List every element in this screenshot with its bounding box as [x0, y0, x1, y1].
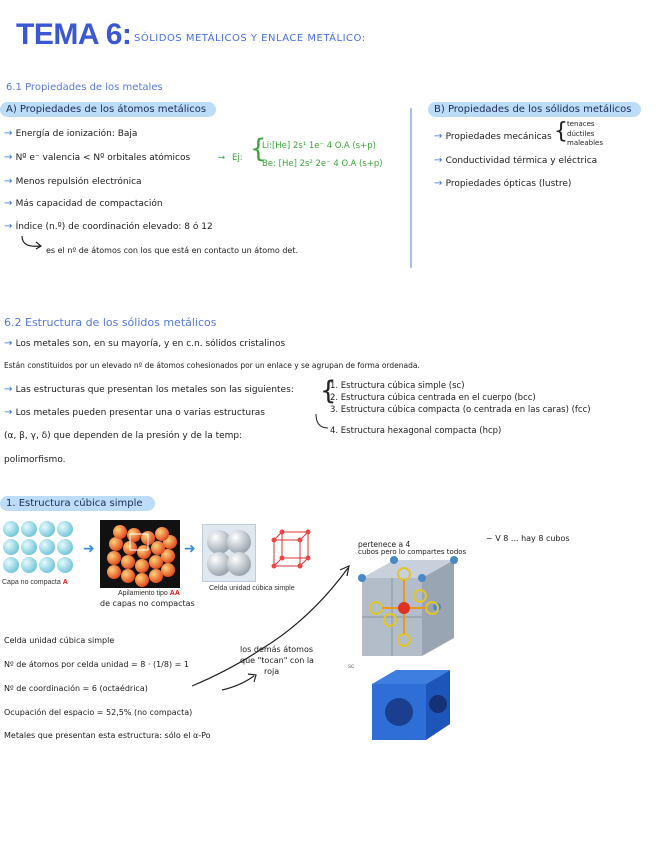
non-compact-layer-image [2, 520, 74, 576]
text-line: (α, β, γ, δ) que dependen de la presión y de la temp: [4, 431, 243, 441]
structure-item: 2. Estructura cúbica centrada en el cuerpo (bcc) [330, 393, 536, 403]
arrow-icon: → [4, 152, 16, 163]
text-line: Metales que presentan esta estructura: sólo el α-Po [4, 731, 211, 740]
arrow-icon: → [4, 221, 16, 232]
list-item: → Conductividad térmica y eléctrica [434, 155, 598, 166]
text-line: Están constituidos por un elevado nº de átomos cohesionados por un enlace y se agrupan de forma ordenada. [4, 361, 420, 370]
arrow-icon: → [4, 338, 16, 349]
structure-item: 3. Estructura cúbica compacta (o centrada en las caras) (fcc) [330, 405, 591, 415]
list-item: → Nº e⁻ valencia < Nº orbitales atómicos [4, 152, 191, 163]
brace-icon: { [554, 119, 568, 144]
curved-arrow-icon [18, 234, 48, 254]
note-shared-1: pertenece a 4 [358, 540, 411, 549]
arrow-icon: → [218, 153, 226, 163]
note-touch-3: roja [264, 667, 280, 676]
brace-icon: { [250, 134, 267, 164]
properties-atoms-title: A) Propiedades de los átomos metálicos [0, 102, 216, 117]
arrow-icon: → [4, 128, 16, 139]
brace-icon: { [320, 376, 337, 406]
list-item: → Energía de ionización: Baja [4, 128, 138, 139]
section-2-heading: 6.2 Estructura de los sólidos metálicos [4, 316, 217, 329]
text-line: polimorfismo. [4, 455, 66, 465]
caption-stacking-2: de capas no compactas [100, 599, 195, 608]
text-line: Nº de átomos por celda unidad = 8 · (1/8) = 1 [4, 660, 189, 669]
mech-ductiles: dúctiles [567, 130, 595, 138]
arrow-icon: → [4, 384, 16, 395]
structure-item: 4. Estructura hexagonal compacta (hcp) [330, 426, 502, 436]
caption-cell: Celda unidad cúbica simple [209, 585, 295, 592]
arrow-icon: → [4, 407, 16, 418]
arrow-icon: → [4, 198, 16, 209]
page-title: TEMA 6: [16, 18, 132, 51]
list-item: → Índice (n.º) de coordinación elevado: 8 ó 12 [4, 221, 213, 232]
list-item: → Las estructuras que presentan los metales son las siguientes: [4, 384, 294, 395]
arrow-right-icon: ➜ [184, 541, 196, 557]
note-eight-cubes: ~ V 8 ... hay 8 cubos [486, 534, 570, 543]
arrow-right-icon: ➜ [83, 541, 95, 557]
text-line: Ocupación del espacio = 52,5% (no compacta) [4, 708, 193, 717]
divider [410, 108, 412, 268]
mech-tenaces: tenaces [567, 120, 595, 128]
stacking-image [100, 520, 180, 588]
coordination-note: es el nº de átomos con los que está en contacto un átomo det. [46, 246, 299, 255]
sc-void-cube-image [366, 666, 456, 746]
list-item: → Los metales son, en su mayoría, y en c.n. sólidos cristalinos [4, 338, 286, 349]
arrow-icon: → [434, 178, 446, 189]
note-shared-2: cubos pero lo compartes todos [358, 548, 467, 556]
text-line: Nº de coordinación = 6 (octaédrica) [4, 684, 148, 693]
sc-label: sc [348, 664, 354, 670]
page-subtitle: SÓLIDOS METÁLICOS Y ENLACE METÁLICO: [134, 33, 366, 44]
mech-maleables: maleables [567, 139, 603, 147]
curved-arrow-icon [312, 412, 330, 432]
list-item: → Propiedades mecánicas [434, 131, 552, 142]
list-item: → Propiedades ópticas (lustre) [434, 178, 572, 189]
arrow-icon: → [4, 176, 16, 187]
ej-line-li: Li:[He] 2s¹ 1e⁻ 4 O.A (s+p) [262, 141, 376, 151]
eight-cube-image [352, 556, 472, 664]
arrow-icon: → [434, 131, 446, 142]
curved-arrow-icon [220, 668, 270, 698]
text-line: Celda unidad cúbica simple [4, 636, 115, 645]
caption-stacking: Apilamiento tipo AA [118, 590, 180, 597]
caption-layer: Capa no compacta A [2, 579, 68, 586]
ej-label: Ej: [232, 153, 243, 163]
properties-solids-title: B) Propiedades de los sólidos metálicos [428, 102, 641, 117]
list-item: → Menos repulsión electrónica [4, 176, 142, 187]
note-touch-2: que "tocan" con la [240, 656, 314, 665]
structure-item: 1. Estructura cúbica simple (sc) [330, 381, 465, 391]
section-1-heading: 6.1 Propiedades de los metales [6, 82, 163, 93]
ej-line-be: Be: [He] 2s² 2e⁻ 4 O.A (s+p) [262, 159, 383, 169]
arrow-icon: → [434, 155, 446, 166]
sc-heading: 1. Estructura cúbica simple [0, 496, 155, 511]
list-item: → Más capacidad de compactación [4, 198, 163, 209]
note-touch-1: los demás átomos [240, 645, 314, 654]
list-item: → Los metales pueden presentar una o varias estructuras [4, 407, 265, 418]
